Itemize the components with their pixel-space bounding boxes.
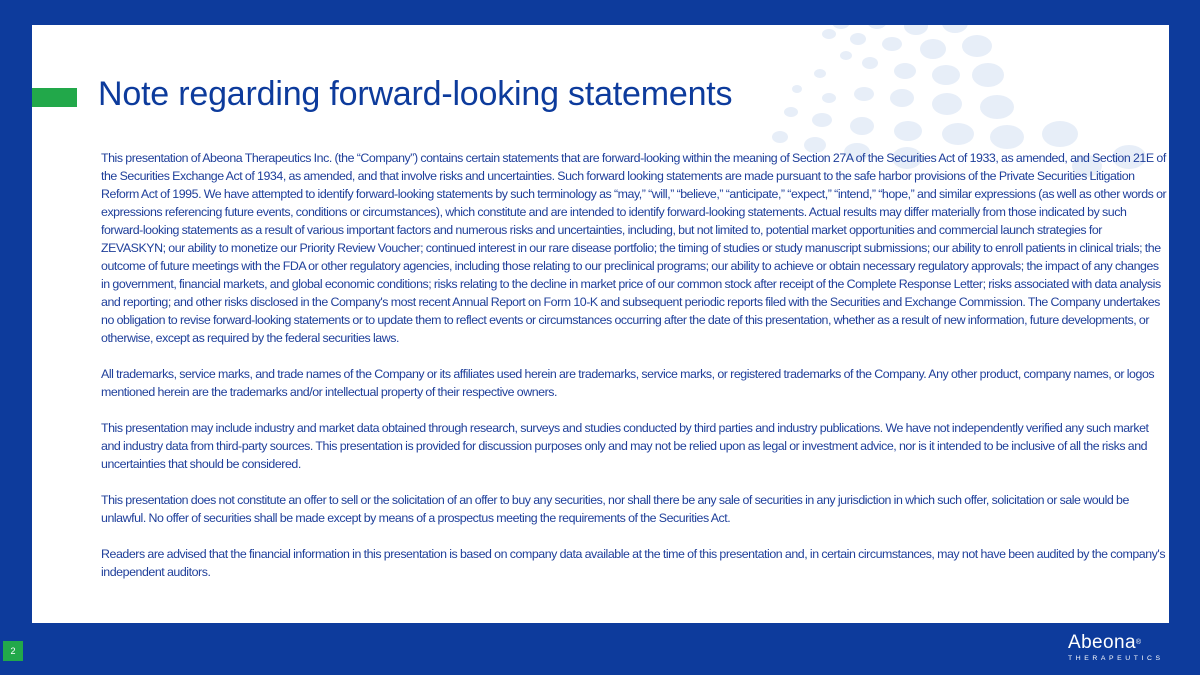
logo-tagline: THERAPEUTICS [1068, 655, 1164, 662]
decor-dot [822, 93, 836, 103]
decor-dot [867, 25, 887, 29]
decor-dot [772, 131, 788, 143]
decor-dot [814, 69, 826, 78]
decor-dot [942, 123, 974, 145]
decor-dot [962, 35, 992, 57]
decor-dot [854, 87, 874, 101]
page-number-badge: 2 [3, 641, 23, 661]
disclaimer-body [101, 149, 1167, 599]
decor-dot [784, 107, 798, 117]
decor-dot [840, 51, 852, 60]
decor-dot [990, 125, 1024, 149]
paragraph-forward-looking: This presentation of Abeona Therapeutics Inc. (the “Company”) contains certain statements that are forward-looking within the meaning of Section 27A of the Securities Act of 1933, as amended, and Section 21E of the Securities Exchange Act of 1934, as amended, and that involve risks and uncertainties. Such forward looking statements are made pursuant to the safe harbor provisions of the Private Securities Litigation Reform Act of 1995. We have attempted to identify forward-looking statements by such terminology as “may,” “will,” “believe,” “anticipate,” “expect,” “intend,” “hope,” and similar expressions (as well as other words or expressions referencing future events, conditions or circumstances), which constitute and are intended to identify forward-looking statements. Actual results may differ materially from those indicated by such forward-looking statements as a result of various important factors and numerous risks and uncertainties, including, but not limited to, potential market opportunities and commercial launch strategies for ZEVASKYN; our ability to monetize our Priority Review Voucher; continued interest in our rare disease portfolio; the timing of studies or study manuscript submissions; our ability to enroll patients in clinical trials; the outcome of future meetings with the FDA or other regulatory agencies, including those relating to our preclinical programs; our ability to achieve or obtain necessary regulatory approvals; the impact of any changes in government, financial markets, and global economic conditions; risks relating to the decline in market price of our common stock after receipt of the Complete Response Letter; risks associated with data analysis and reporting; and other risks disclosed in the Company's most recent Annual Report on Form 10-K and subsequent periodic reports filed with the Securities and Exchange Commission. The Company undertakes no obligation to revise forward-looking statements or to update them to reflect events or circumstances occurring after the date of this presentation, whether as a result of new information, future developments, or otherwise, except as required by the federal securities laws. [101, 151, 1167, 345]
paragraph-no-offer: This presentation does not constitute an offer to sell or the solicitation of an offer to buy any securities, nor shall there be any sale of securities in any jurisdiction in which such offer, solicitation or sale would be unlawful. No offer of securities shall be made except by means of a prospectus meeting the requirements of the Securities Act. [101, 493, 1129, 525]
title-accent-bar [32, 88, 77, 107]
decor-dot [822, 29, 836, 39]
slide-canvas [32, 25, 1169, 623]
page-title: Note regarding forward-looking statements [98, 75, 733, 113]
decor-dot [980, 95, 1014, 119]
decor-dot [894, 63, 916, 79]
decor-dot [942, 25, 968, 33]
abeona-logo [1068, 633, 1178, 665]
decor-dot [890, 89, 914, 107]
decor-dot [812, 113, 832, 127]
decor-dot [882, 37, 902, 51]
decor-dot [932, 93, 962, 115]
decor-dot [832, 25, 850, 29]
logo-name: Abeona [1068, 632, 1136, 653]
paragraph-financial-info: Readers are advised that the financial information in this presentation is based on company data available at the time of this presentation and, in certain circumstances, may not have been audited by the company's independent auditors. [101, 547, 1166, 579]
decor-dot [862, 57, 878, 69]
decor-dot [1042, 121, 1078, 147]
decor-dot [792, 85, 802, 93]
decor-dot [894, 121, 922, 141]
decor-dot [850, 33, 866, 45]
paragraph-trademarks: All trademarks, service marks, and trade names of the Company or its affiliates used herein are trademarks, service marks, or registered trademarks of the Company. Any other product, company names, or logos mentioned herein are the trademarks and/or intellectual property of their respective owners. [101, 367, 1155, 399]
paragraph-market-data: This presentation may include industry and market data obtained through research, surveys and studies conducted by third parties and industry publications. We have not independently verified any such market and industry data from third-party sources. This presentation is provided for discussion purposes only and may not be relied upon as legal or investment advice, nor is it intended to be inclusive of all the risks and uncertainties that should be considered. [101, 421, 1149, 471]
registered-mark: ® [1135, 639, 1142, 646]
decor-dot [850, 117, 874, 135]
decor-dot [932, 65, 960, 85]
decor-dot [920, 39, 946, 59]
decor-dot [904, 25, 928, 35]
decor-dot [972, 63, 1004, 87]
logo-wordmark [1068, 633, 1178, 653]
